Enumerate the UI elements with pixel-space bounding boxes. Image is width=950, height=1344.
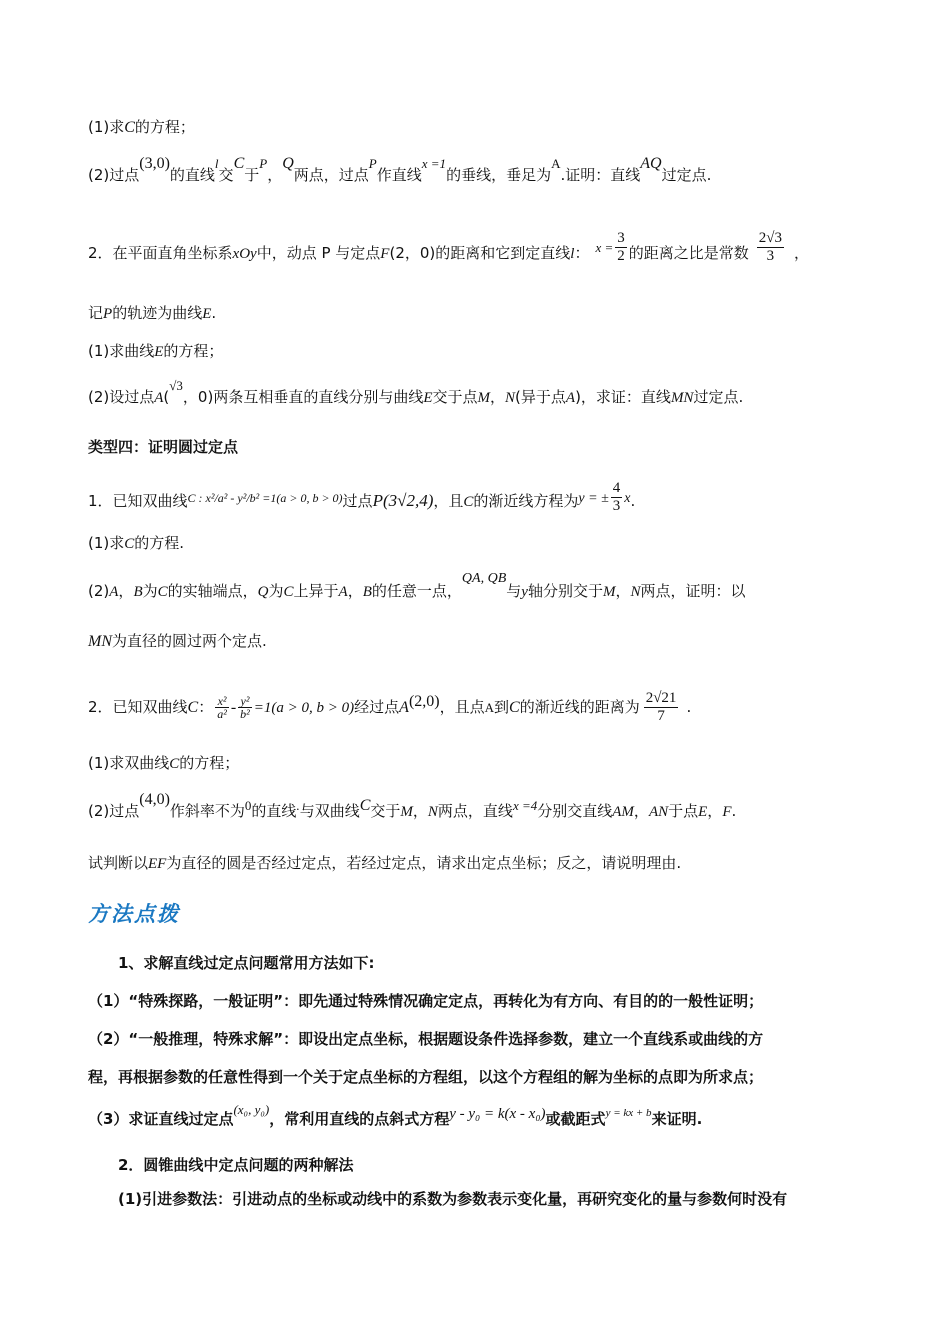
text: 与	[506, 582, 522, 600]
text: ，	[118, 582, 134, 600]
question-1-part-1	[88, 116, 195, 139]
text: 两点，直线	[437, 802, 513, 820]
math-equation: y - y₀ = k(x - x₀)	[449, 1106, 546, 1122]
fraction	[757, 230, 784, 265]
text: ，	[707, 802, 723, 820]
fraction	[215, 695, 229, 720]
math-sqrt: √3	[169, 378, 183, 393]
text: 2．已知双曲线	[88, 698, 188, 716]
math-symbol: F	[380, 246, 390, 262]
text: 与双曲线	[299, 802, 360, 820]
text: ，	[794, 244, 810, 262]
text: 的任意一点，	[371, 582, 462, 600]
math-symbol: N	[505, 390, 516, 406]
math-symbol: M	[477, 390, 491, 406]
text: )，求证：直线	[575, 388, 671, 406]
text: 上异于	[293, 582, 339, 600]
math-symbol: C	[463, 494, 474, 510]
math-equation: x =1	[421, 156, 447, 171]
problem-2-intro	[88, 230, 810, 271]
math-symbol: MN	[670, 390, 694, 406]
method-item-2a: （2）“一般推理，特殊求解”：即设出定点坐标，根据题设条件选择参数，建立一个直线系或曲线的方	[88, 1030, 764, 1048]
math-symbol: A	[551, 156, 561, 171]
text: 交于	[370, 802, 401, 820]
math-symbol: A	[565, 390, 576, 406]
text: 1．已知双曲线	[88, 492, 188, 510]
math-symbol: C	[233, 155, 245, 172]
math-symbol: C	[283, 584, 294, 600]
text: (2)设过点	[88, 388, 155, 406]
math-equation: y = kx + b	[605, 1107, 652, 1119]
math-equation: x =4	[512, 798, 538, 813]
text: ，	[347, 582, 363, 600]
type-4-problem-2-q2	[88, 791, 737, 823]
math-symbol: l	[214, 156, 219, 171]
math-symbol: F	[722, 804, 732, 820]
fraction-numerator: 2√3	[758, 230, 782, 246]
fraction-denominator: 2	[617, 248, 625, 264]
text: 交	[218, 166, 234, 184]
method-item-3	[88, 1102, 703, 1132]
fraction-denominator: b²	[240, 707, 250, 721]
text: ，	[490, 388, 506, 406]
text: 交于点	[432, 388, 478, 406]
method-heading-2: 2．圆锥曲线中定点问题的两种解法	[118, 1156, 354, 1174]
fraction-denominator: 3	[766, 248, 775, 264]
text: 的实轴端点，	[167, 582, 258, 600]
fraction-numerator: 4	[612, 480, 621, 496]
method-item-1: （1）“特殊探路，一般证明”：即先通过特殊情况确定定点，再转化为有方向、有目的的一般性证明；	[88, 992, 764, 1010]
math-equation: x =	[595, 240, 614, 255]
text: .	[686, 698, 692, 716]
text: 两点，过点	[293, 166, 369, 184]
text: .	[211, 304, 217, 322]
fraction-numerator: 3	[617, 230, 625, 246]
fraction	[615, 230, 627, 265]
text: 的垂线，垂足为	[446, 166, 552, 184]
method-item-2-1: (1)引进参数法：引进动点的坐标或动线中的系数为参数表示变化量，再研究变化的量与参数何时没有	[118, 1190, 788, 1208]
text: (2)过点	[88, 166, 140, 184]
math-symbol: AQ	[640, 155, 662, 172]
math-symbol: .	[296, 798, 300, 813]
type-4-problem-1-q2-cont	[88, 630, 267, 653]
text: 的轨迹为曲线	[112, 304, 203, 322]
text: (1)求双曲线	[88, 754, 170, 772]
math-symbol: C	[157, 584, 168, 600]
text: 到	[494, 698, 510, 716]
method-item-2b: 程，再根据参数的任意性得到一个关于定点坐标的方程组，以这个方程组的解为坐标的点即为所求点；	[88, 1068, 764, 1086]
math-symbol: A	[399, 699, 409, 716]
math-symbol: A	[338, 584, 348, 600]
text: 轴分别交于	[527, 582, 603, 600]
math-symbol: x	[624, 491, 631, 506]
math-equation: =1(a > 0, b > 0)	[253, 700, 355, 716]
math-point: P(3√2,4)	[372, 491, 434, 510]
text: 的方程.	[134, 534, 185, 552]
text: 为	[268, 582, 284, 600]
math-point: (4,0)	[139, 791, 170, 808]
math-symbol: A	[109, 584, 119, 600]
fraction	[238, 695, 252, 720]
math-equation: y = ±	[578, 491, 609, 506]
text: 经过点	[354, 698, 400, 716]
problem-2-line-2	[88, 302, 216, 325]
math-symbol: AN	[648, 804, 669, 820]
text: 的直线	[251, 802, 297, 820]
math-symbol: C	[359, 797, 371, 814]
math-point: (x₀, y₀)	[233, 1102, 270, 1117]
text: 分别交直线	[537, 802, 613, 820]
text: .	[630, 492, 636, 510]
type-4-problem-2	[88, 690, 691, 725]
type-4-problem-2-q2-cont	[88, 852, 681, 875]
text: (1)求曲线	[88, 342, 155, 360]
text: ，常利用直线的点斜式方程	[269, 1110, 450, 1128]
math-symbol: MN	[88, 633, 112, 650]
text: 作斜率不为	[169, 802, 245, 820]
text: ，且	[433, 492, 464, 510]
text: (1)求	[88, 118, 125, 136]
math-symbol: y	[521, 584, 528, 600]
math-symbol: P	[103, 306, 113, 322]
math-symbol: P	[368, 156, 377, 171]
text: ，0)两条互相垂直的直线分别与曲线	[182, 388, 424, 406]
text: ：	[198, 698, 214, 716]
type-4-problem-1-q1	[88, 532, 184, 555]
text: (2，0)的距离和它到定直线	[389, 244, 571, 262]
math-symbol: xOy	[232, 246, 257, 262]
text: 的渐近线的距离为	[519, 698, 640, 716]
math-symbol: M	[400, 804, 413, 820]
math-symbol: QA, QB	[461, 571, 507, 586]
math-equation: C : x²/a² - y²/b² =1(a > 0, b > 0)	[187, 491, 343, 505]
text: 于点	[668, 802, 699, 820]
text: 2．在平面直角坐标系	[88, 244, 233, 262]
text: 作直线	[376, 166, 422, 184]
math-symbol: N	[630, 584, 641, 600]
text: 的方程；	[179, 754, 240, 772]
math-symbol: A	[484, 700, 494, 715]
type-4-problem-2-q1	[88, 752, 239, 775]
type-4-title: 类型四：证明圆过定点	[88, 438, 239, 456]
text: (异于点	[515, 388, 566, 406]
fraction-numerator: x²	[215, 695, 229, 708]
math-point: (3,0)	[139, 155, 170, 172]
math-symbol: Q	[282, 155, 294, 172]
math-symbol: AM	[612, 804, 634, 820]
method-section-title: 方法点拨	[88, 901, 180, 926]
problem-2-q2	[88, 378, 744, 409]
question-1-part-2	[88, 155, 712, 187]
math-symbol: E	[154, 344, 164, 360]
text: ，	[615, 582, 631, 600]
math-symbol: C	[124, 119, 135, 136]
text: (	[163, 388, 170, 406]
text: 来证明.	[651, 1110, 703, 1128]
math-symbol: N	[427, 804, 438, 820]
math-symbol: P	[259, 156, 268, 171]
text: 的直线	[169, 166, 215, 184]
math-symbol: C	[187, 699, 199, 716]
math-symbol: C	[169, 756, 180, 772]
math-symbol: EF	[148, 856, 167, 872]
math-symbol: E	[698, 804, 708, 820]
text: (1)求	[88, 534, 125, 552]
fraction-denominator: 7	[657, 708, 665, 724]
math-symbol: B	[362, 584, 372, 600]
text: (2)过点	[88, 802, 140, 820]
text: 的距离之比是常数	[628, 244, 749, 262]
fraction-numerator: y²	[238, 695, 252, 708]
text: 的方程；	[163, 342, 224, 360]
fraction	[611, 480, 623, 515]
text: 或截距式	[545, 1110, 606, 1128]
math-point: (2,0)	[408, 693, 440, 710]
text: (2)	[88, 582, 110, 600]
text: 于	[244, 166, 260, 184]
text: 为直径的圆过两个定点.	[112, 632, 267, 650]
text: 过点	[342, 492, 373, 510]
text: 为直径的圆是否经过定点，若经过定点，请求出定点坐标；反之，请说明理由.	[166, 854, 682, 872]
math-symbol: l	[570, 246, 575, 262]
text: 试判断以	[88, 854, 149, 872]
text: 过定点.	[661, 166, 712, 184]
text: （3）求证直线过定点	[88, 1110, 234, 1128]
text: .	[731, 802, 737, 820]
text: ：	[574, 244, 590, 262]
text: 的方程；	[134, 118, 195, 136]
fraction-denominator: 3	[612, 498, 621, 514]
fraction-numerator: 2√21	[645, 690, 677, 706]
method-heading-1: 1、求解直线过定点问题常用方法如下:	[118, 954, 375, 972]
text: .证明：直线	[560, 166, 641, 184]
math-symbol: A	[154, 390, 164, 406]
math-symbol: Q	[257, 584, 269, 600]
text: ，	[633, 802, 649, 820]
text: 过定点.	[693, 388, 744, 406]
text: 中，动点 P 与定点	[256, 244, 381, 262]
math-operator: -	[230, 699, 237, 716]
math-symbol: E	[202, 306, 212, 322]
math-number: 0	[244, 798, 252, 813]
math-symbol: M	[602, 584, 616, 600]
text: 为	[142, 582, 158, 600]
math-symbol: E	[423, 390, 433, 406]
text: 的渐近线方程为	[473, 492, 579, 510]
math-symbol: B	[133, 584, 143, 600]
problem-2-q1	[88, 340, 223, 363]
text: ，	[267, 166, 283, 184]
fraction-denominator: a²	[217, 707, 227, 721]
math-symbol: C	[509, 699, 520, 716]
type-4-problem-1	[88, 480, 636, 519]
math-symbol: C	[124, 536, 135, 552]
fraction	[644, 690, 679, 725]
type-4-problem-1-q2	[88, 571, 746, 604]
text: ，	[412, 802, 428, 820]
text: 两点，证明：以	[640, 582, 746, 600]
text: 记	[88, 304, 104, 322]
text: ，且点	[439, 698, 485, 716]
